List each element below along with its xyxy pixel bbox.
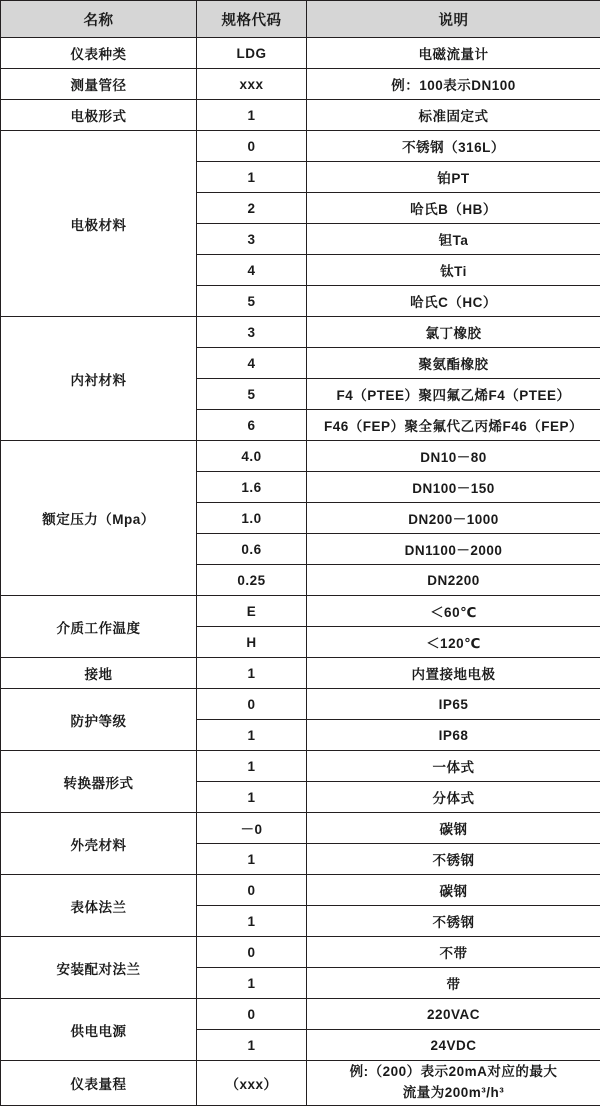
description-cell: IP65: [307, 689, 600, 720]
spec-code-cell: 2: [197, 193, 307, 224]
spec-code-cell: 1: [197, 720, 307, 751]
spec-code-cell: 3: [197, 317, 307, 348]
description-cell: 不锈钢: [307, 906, 600, 937]
table-row: [1, 658, 600, 689]
spec-code-cell: 1: [197, 906, 307, 937]
description-cell: 24VDC: [307, 1030, 600, 1061]
description-cell: 不锈钢（316L）: [307, 131, 600, 162]
spec-code-cell: E: [197, 596, 307, 627]
description-cell: DN100－150: [307, 472, 600, 503]
row-name-cell: 安装配对法兰: [1, 937, 197, 999]
spec-code-cell: 1: [197, 751, 307, 782]
table-row: [1, 69, 600, 100]
spec-code-cell: 0: [197, 689, 307, 720]
table-row: [1, 1061, 600, 1106]
table-row: [1, 596, 600, 627]
spec-code-cell: 1: [197, 1030, 307, 1061]
row-name-cell: 防护等级: [1, 689, 197, 751]
spec-code-cell: 5: [197, 379, 307, 410]
table-row: [1, 813, 600, 844]
header-name: 名称: [1, 1, 197, 38]
row-name-cell: 介质工作温度: [1, 596, 197, 658]
table-row: [1, 999, 600, 1030]
spec-code-cell: 0: [197, 875, 307, 906]
description-cell: IP68: [307, 720, 600, 751]
description-cell: 分体式: [307, 782, 600, 813]
spec-code-cell: 1: [197, 844, 307, 875]
spec-code-cell: 3: [197, 224, 307, 255]
description-cell: 电磁流量计: [307, 38, 600, 69]
spec-code-cell: H: [197, 627, 307, 658]
description-cell: 钛Ti: [307, 255, 600, 286]
row-name-cell: 外壳材料: [1, 813, 197, 875]
description-cell: 碳钢: [307, 813, 600, 844]
description-cell: DN200－1000: [307, 503, 600, 534]
spec-code-cell: 0: [197, 999, 307, 1030]
description-line: 流量为200m³/h³: [309, 1083, 598, 1104]
description-cell: ＜60℃: [307, 596, 600, 627]
description-cell: F46（FEP）聚全氟代乙丙烯F46（FEP）: [307, 410, 600, 441]
description-cell: [307, 1061, 600, 1106]
row-name-cell: 接地: [1, 658, 197, 689]
spec-code-cell: 4: [197, 348, 307, 379]
description-cell: F4（PTEE）聚四氟乙烯F4（PTEE）: [307, 379, 600, 410]
spec-code-cell: 1: [197, 100, 307, 131]
spec-code-cell: 6: [197, 410, 307, 441]
table-body: [1, 38, 600, 1106]
description-cell: 220VAC: [307, 999, 600, 1030]
spec-code-cell: 1: [197, 968, 307, 999]
spec-code-cell: 1.0: [197, 503, 307, 534]
table-row: [1, 875, 600, 906]
row-name-cell: 供电电源: [1, 999, 197, 1061]
description-cell: DN2200: [307, 565, 600, 596]
description-cell: 不带: [307, 937, 600, 968]
spec-code-cell: 0: [197, 937, 307, 968]
table-row: [1, 131, 600, 162]
table-row: [1, 751, 600, 782]
description-cell: DN1100－2000: [307, 534, 600, 565]
description-cell: 一体式: [307, 751, 600, 782]
row-name-cell: 仪表量程: [1, 1061, 197, 1106]
header-row: [1, 1, 600, 38]
spec-code-cell: （xxx）: [197, 1061, 307, 1106]
row-name-cell: 表体法兰: [1, 875, 197, 937]
table-row: [1, 689, 600, 720]
table-row: [1, 38, 600, 69]
description-cell: 内置接地电极: [307, 658, 600, 689]
spec-code-cell: 4: [197, 255, 307, 286]
description-cell: 哈氏C（HC）: [307, 286, 600, 317]
spec-code-cell: 1: [197, 658, 307, 689]
description-cell: 哈氏B（HB）: [307, 193, 600, 224]
spec-code-cell: xxx: [197, 69, 307, 100]
description-cell: ＜120℃: [307, 627, 600, 658]
table-row: [1, 441, 600, 472]
description-cell: 聚氨酯橡胶: [307, 348, 600, 379]
row-name-cell: 仪表种类: [1, 38, 197, 69]
spec-code-cell: 4.0: [197, 441, 307, 472]
row-name-cell: 内衬材料: [1, 317, 197, 441]
description-cell: 氯丁橡胶: [307, 317, 600, 348]
header-code: 规格代码: [197, 1, 307, 38]
row-name-cell: 转换器形式: [1, 751, 197, 813]
description-cell: 钽Ta: [307, 224, 600, 255]
spec-code-cell: 5: [197, 286, 307, 317]
table-row: [1, 317, 600, 348]
description-cell: DN10－80: [307, 441, 600, 472]
description-cell: 例：100表示DN100: [307, 69, 600, 100]
row-name-cell: 测量管径: [1, 69, 197, 100]
description-cell: 铂PT: [307, 162, 600, 193]
spec-code-cell: 0.6: [197, 534, 307, 565]
table-header: [1, 1, 600, 38]
spec-code-cell: LDG: [197, 38, 307, 69]
header-desc: 说明: [307, 1, 600, 38]
spec-code-cell: 0: [197, 131, 307, 162]
table-row: [1, 100, 600, 131]
spec-code-cell: 1: [197, 782, 307, 813]
spec-code-cell: 1.6: [197, 472, 307, 503]
description-cell: 不锈钢: [307, 844, 600, 875]
spec-code-cell: 1: [197, 162, 307, 193]
description-line: 例:（200）表示20mA对应的最大: [309, 1062, 598, 1083]
row-name-cell: 电极材料: [1, 131, 197, 317]
row-name-cell: 额定压力（Mpa）: [1, 441, 197, 596]
description-cell: 带: [307, 968, 600, 999]
spec-code-cell: －0: [197, 813, 307, 844]
spec-code-cell: 0.25: [197, 565, 307, 596]
description-cell: 标准固定式: [307, 100, 600, 131]
table-row: [1, 937, 600, 968]
row-name-cell: 电极形式: [1, 100, 197, 131]
description-cell: 碳钢: [307, 875, 600, 906]
